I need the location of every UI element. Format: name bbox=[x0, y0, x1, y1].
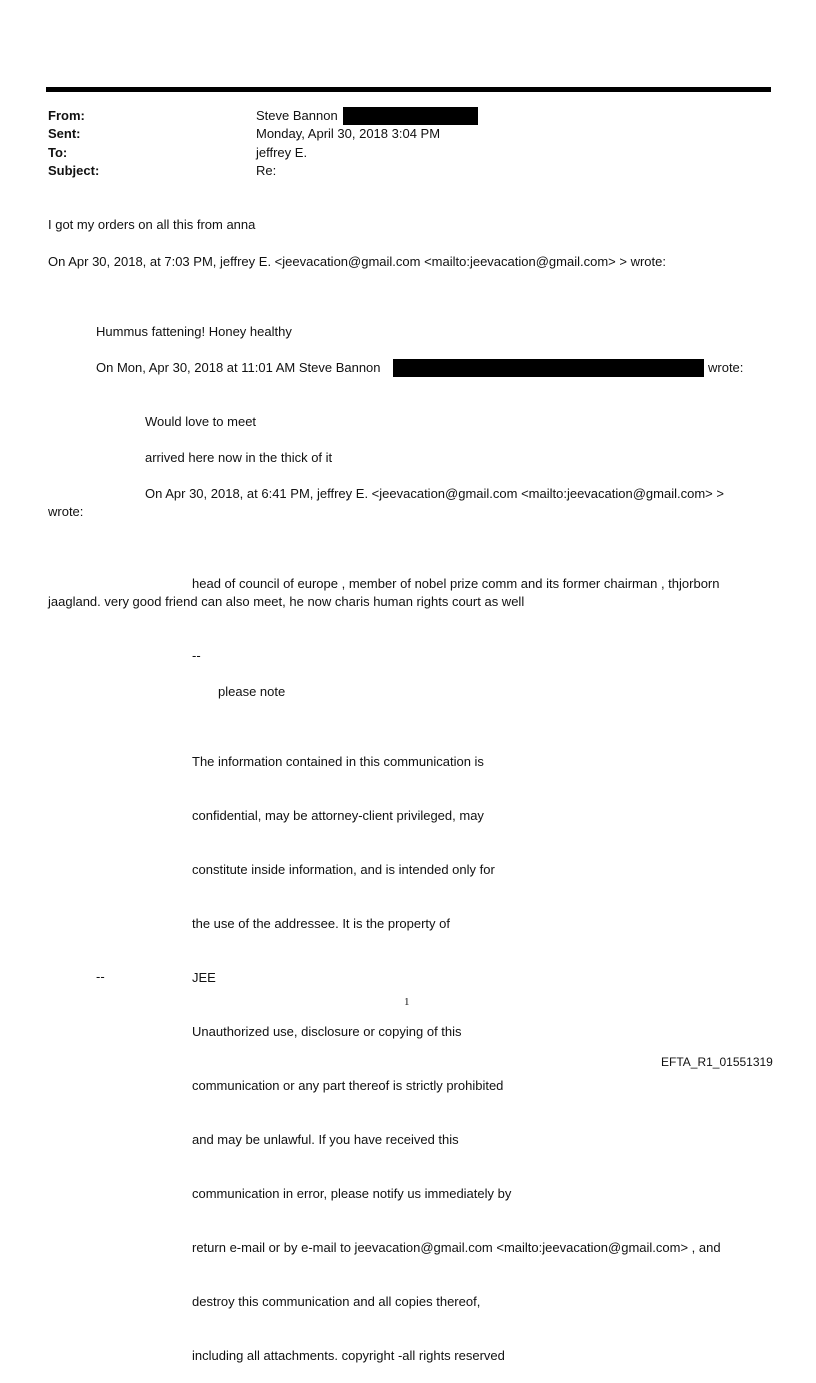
disclaimer-line: The information contained in this communication is bbox=[192, 754, 484, 769]
disclaimer-line: return e-mail or by e-mail to jeevacation@gmail.com <mailto:jeevacation@gmail.com> , and bbox=[192, 1240, 721, 1255]
redaction-box bbox=[343, 107, 478, 125]
document-id: EFTA_R1_01551319 bbox=[661, 1055, 773, 1069]
disclaimer-line: the use of the addressee. It is the property of bbox=[192, 916, 450, 931]
bottom-separator: -- bbox=[96, 969, 105, 984]
disclaimer-line: confidential, may be attorney-client privileged, may bbox=[192, 808, 484, 823]
signature-separator: -- bbox=[192, 648, 201, 663]
quote2-line: arrived here now in the thick of it bbox=[145, 450, 333, 465]
quote3-text: head of council of europe , member of nobel prize comm and its former chairman , thjorborn bbox=[192, 576, 720, 591]
please-note: please note bbox=[218, 684, 286, 699]
quote1-text: Hummus fattening! Honey healthy bbox=[96, 324, 292, 339]
quote1-intro: On Apr 30, 2018, at 7:03 PM, jeffrey E. <jeevacation@gmail.com <mailto:jeevacation@gmail.com> > wrote: bbox=[48, 254, 666, 269]
page-number: 1 bbox=[404, 996, 410, 1008]
sent-value: Monday, April 30, 2018 3:04 PM bbox=[256, 126, 441, 141]
quote3-text-wrap: jaagland. very good friend can also meet, he now charis human rights court as well bbox=[48, 594, 525, 609]
disclaimer-line: constitute inside information, and is intended only for bbox=[192, 862, 495, 877]
header-rule bbox=[46, 87, 771, 92]
quote2-intro-end: wrote: bbox=[708, 360, 744, 375]
disclaimer-line: destroy this communication and all copies thereof, bbox=[192, 1294, 481, 1309]
disclaimer-line: including all attachments. copyright -all rights reserved bbox=[192, 1348, 505, 1363]
disclaimer-line: communication in error, please notify us immediately by bbox=[192, 1186, 512, 1201]
body-line: I got my orders on all this from anna bbox=[48, 217, 256, 232]
quote2-line: Would love to meet bbox=[145, 414, 257, 429]
to-value: jeffrey E. bbox=[256, 145, 308, 160]
redaction-box bbox=[393, 359, 704, 377]
disclaimer-block bbox=[192, 717, 721, 1383]
subject-value: Re: bbox=[256, 163, 277, 178]
from-label: From: bbox=[48, 108, 85, 123]
quote3-intro-wrap: wrote: bbox=[48, 504, 84, 519]
from-value: Steve Bannon bbox=[256, 108, 338, 123]
disclaimer-line: Unauthorized use, disclosure or copying of this bbox=[192, 1024, 462, 1039]
to-label: To: bbox=[48, 145, 68, 160]
disclaimer-line: JEE bbox=[192, 970, 216, 985]
subject-label: Subject: bbox=[48, 163, 100, 178]
quote2-intro: On Mon, Apr 30, 2018 at 11:01 AM Steve Bannon bbox=[96, 360, 381, 375]
sent-label: Sent: bbox=[48, 126, 81, 141]
disclaimer-line: and may be unlawful. If you have received this bbox=[192, 1132, 459, 1147]
disclaimer-line: communication or any part thereof is strictly prohibited bbox=[192, 1078, 504, 1093]
quote3-intro: On Apr 30, 2018, at 6:41 PM, jeffrey E. <jeevacation@gmail.com <mailto:jeevacation@gmail.com> > bbox=[145, 486, 724, 501]
